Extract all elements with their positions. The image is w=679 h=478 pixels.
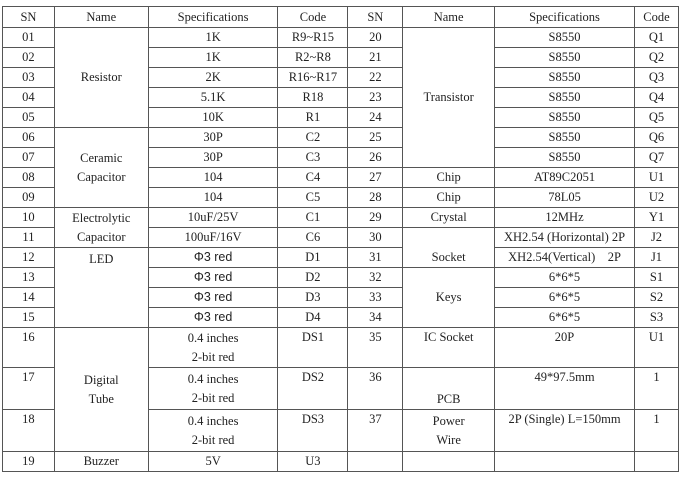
sn-cell: 10 [3,208,55,228]
spec-cell: Φ3 red [148,248,278,268]
code-cell: D1 [278,248,348,268]
code-cell: R16~R17 [278,68,348,88]
name-cell-power-wire [403,410,495,452]
spec-cell: 78L05 [495,188,635,208]
spec-line: 0.4 inches [187,330,239,345]
spec-cell [148,328,278,368]
table-row [3,208,679,228]
code-cell: R18 [278,88,348,108]
sn-cell: 35 [348,328,403,368]
spec-cell: XH2.54(Vertical) 2P [495,248,635,268]
sn-cell: 25 [348,128,403,148]
sn-cell: 33 [348,288,403,308]
name-line: Capacitor [76,169,126,184]
sn-cell: 04 [3,88,55,108]
spec-cell: S8550 [495,28,635,48]
spec-cell: 2P (Single) L=150mm [495,410,635,452]
spec-line: 2-bit red [191,432,235,447]
code-cell: Q7 [635,148,679,168]
spec-cell: 2K [148,68,278,88]
code-cell: C4 [278,168,348,188]
spec-cell: 6*6*5 [495,288,635,308]
empty-cell [635,452,679,472]
sn-cell: 36 [348,368,403,410]
code-cell: D2 [278,268,348,288]
table-row [3,328,679,368]
spec-line: 0.4 inches [187,371,239,386]
spec-line: 2-bit red [191,390,235,405]
header-specifications: Specifications [148,7,278,28]
header-sn: SN [3,7,55,28]
code-cell: Q5 [635,108,679,128]
sn-cell: 07 [3,148,55,168]
name-cell-resistor: Resistor [54,28,148,128]
code-cell: Q2 [635,48,679,68]
spec-cell: 30P [148,128,278,148]
spec-cell: AT89C2051 [495,168,635,188]
spec-cell: S8550 [495,128,635,148]
spec-cell: 5V [148,452,278,472]
sn-cell: 15 [3,308,55,328]
code-cell: S1 [635,268,679,288]
code-cell: U3 [278,452,348,472]
name-cell-chip: Chip [403,168,495,188]
code-cell: Q1 [635,28,679,48]
sn-cell: 02 [3,48,55,68]
code-cell: C3 [278,148,348,168]
sn-cell: 37 [348,410,403,452]
spec-cell: 104 [148,188,278,208]
name-cell-pcb: PCB [403,368,495,410]
name-cell-transistor: Transistor [403,28,495,168]
name-line: Electrolytic [72,210,131,225]
name-cell-digital-tube [54,328,148,452]
name-cell-electrolytic-capacitor [54,208,148,248]
sn-cell: 11 [3,228,55,248]
code-cell: R1 [278,108,348,128]
table-row [3,248,679,268]
spec-cell: 5.1K [148,88,278,108]
code-cell: S3 [635,308,679,328]
sn-cell: 23 [348,88,403,108]
spec-cell: Φ3 red [148,288,278,308]
sn-cell: 28 [348,188,403,208]
component-list-table [2,6,679,472]
spec-cell: 10K [148,108,278,128]
sn-cell: 18 [3,410,55,452]
sn-cell: 20 [348,28,403,48]
spec-cell: 10uF/25V [148,208,278,228]
sn-cell: 26 [348,148,403,168]
sn-cell: 19 [3,452,55,472]
code-cell: U2 [635,188,679,208]
code-cell: U1 [635,328,679,368]
spec-cell: 49*97.5mm [495,368,635,410]
spec-cell: 1K [148,48,278,68]
code-cell: Y1 [635,208,679,228]
spec-cell: S8550 [495,108,635,128]
name-line: Wire [436,432,461,447]
spec-cell: XH2.54 (Horizontal) 2P [495,228,635,248]
sn-cell: 14 [3,288,55,308]
name-cell-socket: Socket [403,228,495,268]
sn-cell: 08 [3,168,55,188]
code-cell: Q3 [635,68,679,88]
sn-cell: 21 [348,48,403,68]
empty-cell [495,452,635,472]
sn-cell: 17 [3,368,55,410]
spec-cell [148,410,278,452]
code-cell: U1 [635,168,679,188]
code-cell: Q4 [635,88,679,108]
code-cell: R2~R8 [278,48,348,68]
header-sn-right: SN [348,7,403,28]
spec-cell: S8550 [495,48,635,68]
sn-cell: 06 [3,128,55,148]
code-cell: C1 [278,208,348,228]
sn-cell: 24 [348,108,403,128]
spec-cell: 104 [148,168,278,188]
code-cell: DS3 [278,410,348,452]
spec-cell: Φ3 red [148,268,278,288]
name-line: Digital [83,372,119,387]
code-cell: R9~R15 [278,28,348,48]
code-cell: S2 [635,288,679,308]
sn-cell: 09 [3,188,55,208]
name-cell-ic-socket: IC Socket [403,328,495,368]
header-code: Code [278,7,348,28]
table-row [3,28,679,48]
code-cell: J2 [635,228,679,248]
code-cell: 1 [635,410,679,452]
empty-cell [403,452,495,472]
code-cell: D4 [278,308,348,328]
spec-line: 0.4 inches [187,413,239,428]
sn-cell: 12 [3,248,55,268]
table-row [3,452,679,472]
header-name: Name [54,7,148,28]
sn-cell: 30 [348,228,403,248]
code-cell: D3 [278,288,348,308]
sn-cell: 13 [3,268,55,288]
spec-cell: Φ3 red [148,308,278,328]
code-cell: J1 [635,248,679,268]
code-cell: 1 [635,368,679,410]
bom-table-container [2,6,679,472]
code-cell: C2 [278,128,348,148]
sn-cell: 03 [3,68,55,88]
name-cell-led: LED [54,248,148,328]
sn-cell: 22 [348,68,403,88]
spec-cell: S8550 [495,68,635,88]
sn-cell: 31 [348,248,403,268]
name-cell-buzzer: Buzzer [54,452,148,472]
header-specifications-right: Specifications [495,7,635,28]
name-cell-crystal: Crystal [403,208,495,228]
name-line: Capacitor [76,229,126,244]
spec-cell: 6*6*5 [495,268,635,288]
code-cell: Q6 [635,128,679,148]
spec-line: 2-bit red [191,349,235,364]
spec-cell: 12MHz [495,208,635,228]
empty-cell [348,452,403,472]
name-cell-keys: Keys [403,268,495,328]
sn-cell: 16 [3,328,55,368]
sn-cell: 32 [348,268,403,288]
spec-cell: S8550 [495,148,635,168]
name-cell-chip: Chip [403,188,495,208]
name-cell-ceramic-capacitor [54,128,148,208]
name-line: Power [432,413,465,428]
spec-cell: 1K [148,28,278,48]
sn-cell: 34 [348,308,403,328]
sn-cell: 29 [348,208,403,228]
table-row [3,128,679,148]
spec-cell: S8550 [495,88,635,108]
code-cell: C5 [278,188,348,208]
spec-cell: 30P [148,148,278,168]
code-cell: C6 [278,228,348,248]
spec-cell: 100uF/16V [148,228,278,248]
header-name-right: Name [403,7,495,28]
spec-cell: 6*6*5 [495,308,635,328]
name-line: Tube [88,391,114,406]
code-cell: DS2 [278,368,348,410]
sn-cell: 01 [3,28,55,48]
name-line: Ceramic [80,150,123,165]
header-row [3,7,679,28]
sn-cell: 27 [348,168,403,188]
sn-cell: 05 [3,108,55,128]
spec-cell [148,368,278,410]
header-code-right: Code [635,7,679,28]
spec-cell: 20P [495,328,635,368]
code-cell: DS1 [278,328,348,368]
